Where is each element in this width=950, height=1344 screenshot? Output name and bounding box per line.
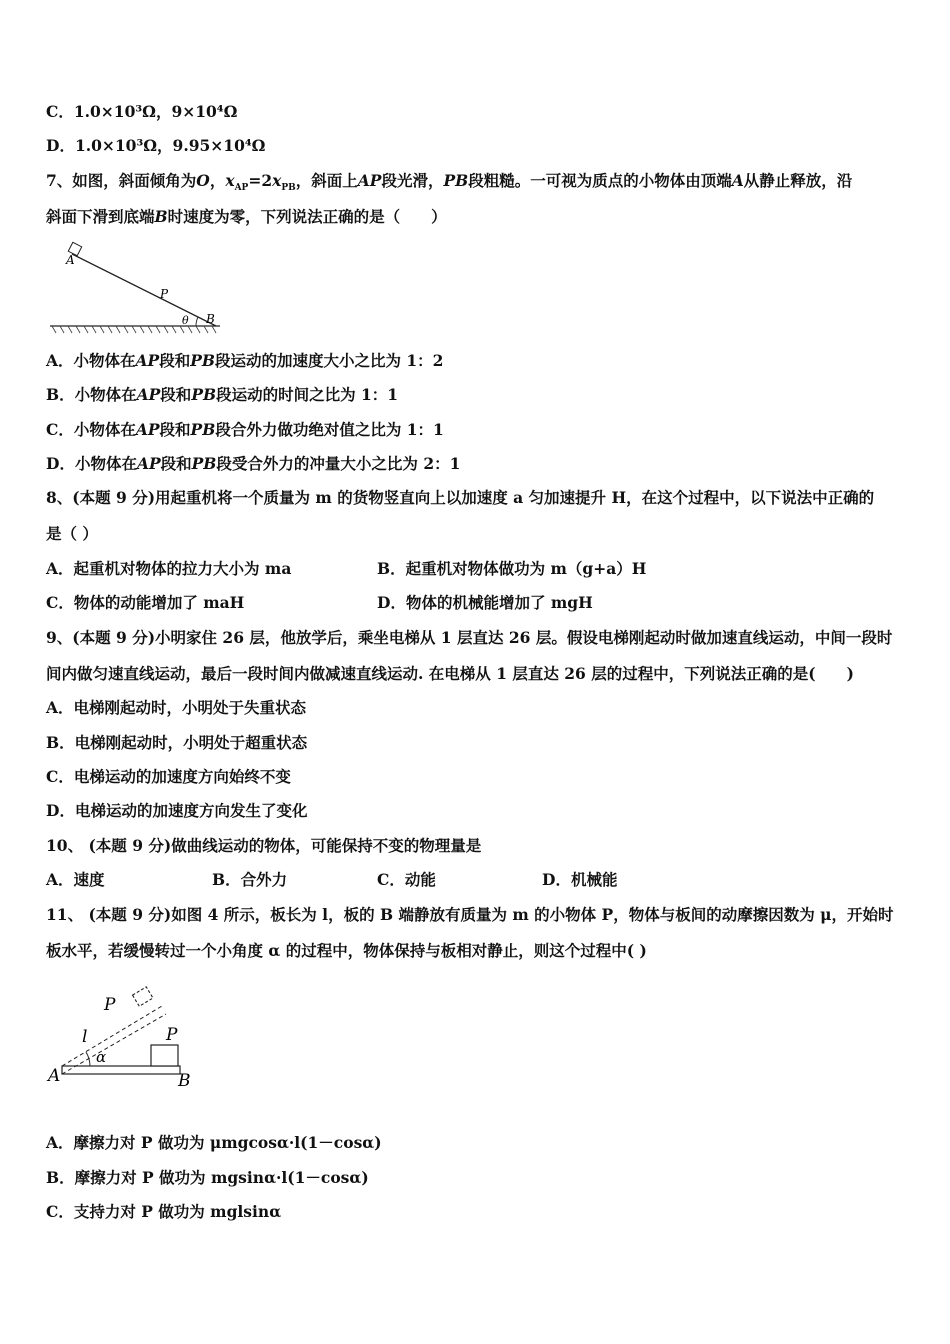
q7-stem-line2: 斜面下滑到底端B时速度为零，下列说法正确的是（ ） [46,207,447,226]
q6-option-c: C．1.0×10³Ω，9×10⁴Ω [46,102,238,121]
label-a: A [66,253,75,267]
q8-option-d: D．物体的机械能增加了 mgH [377,593,593,612]
q7-option-a: A．小物体在AP段和PB段运动的加速度大小之比为 1：2 [46,351,444,370]
q8-stem-line2: 是（ ） [46,524,98,543]
board-rotated-bottom [62,1014,166,1074]
label-a: A [48,1066,61,1086]
q9-option-b: B．电梯刚起动时，小明处于超重状态 [46,733,308,752]
q8-option-b: B．起重机对物体做功为 m（g+a）H [377,559,647,578]
block-p-rotated [133,987,153,1006]
label-b: B [206,312,215,326]
q10-stem: 10、 (本题 9 分)做曲线运动的物体，可能保持不变的物理量是 [46,836,482,855]
q11-stem-line2: 板水平，若缓慢转过一个小角度 α 的过程中，物体保持与板相对静止，则这个过程中( ) [46,941,647,960]
q9-stem-line2: 间内做匀速直线运动，最后一段时间内做减速直线运动. 在电梯从 1 层直达 26 层的过程中，下列说法正确的是( ) [46,664,854,683]
q7-option-c: C．小物体在AP段和PB段合外力做功绝对值之比为 1：1 [46,420,444,439]
label-theta: θ [182,314,189,327]
q9-option-d: D．电梯运动的加速度方向发生了变化 [46,801,308,820]
label-p: P [160,287,169,301]
q10-option-a: A．速度 [46,870,105,889]
label-p-right: P [166,1025,178,1045]
q8-option-a: A．起重机对物体的拉力大小为 ma [46,559,292,578]
angle-arc [196,317,198,326]
q7-incline-figure [46,240,226,335]
q11-option-b: B．摩擦力对 P 做功为 mgsinα·l(1－cosα) [46,1168,369,1187]
q6-option-d: D．1.0×10³Ω，9.95×10⁴Ω [46,136,266,155]
label-p-top: P [104,995,116,1015]
q7-stem-line1: 7、如图，斜面倾角为O，$x_{AP}=2x_{PB}$，斜面上AP段光滑，PB段粗糙。一可视为质点的小物体由顶端A从静止释放，沿 [46,171,853,194]
q10-option-d: D．机械能 [542,870,618,889]
board-horizontal [62,1066,180,1074]
label-l: l [82,1027,88,1047]
q8-stem-line1: 8、(本题 9 分)用起重机将一个质量为 m 的货物竖直向上以加速度 a 匀加速提升 H，在这个过程中，以下说法中正确的 [46,488,875,507]
label-b: B [178,1071,191,1091]
label-alpha: α [96,1048,107,1066]
q11-option-a: A．摩擦力对 P 做功为 μmgcosα·l(1－cosα) [46,1133,382,1152]
q7-option-d: D．小物体在AP段和PB段受合外力的冲量大小之比为 2：1 [46,454,461,473]
q9-stem-line1: 9、(本题 9 分)小明家住 26 层，他放学后，乘坐电梯从 1 层直达 26 层。假设电梯刚起动时做加速直线运动，中间一段时 [46,628,893,647]
q9-option-a: A．电梯刚起动时，小明处于失重状态 [46,698,307,717]
q7-option-b: B．小物体在AP段和PB段运动的时间之比为 1：1 [46,385,399,404]
q9-option-c: C．电梯运动的加速度方向始终不变 [46,767,291,786]
incline-line [72,254,216,326]
q8-option-c: C．物体的动能增加了 maH [46,593,245,612]
block-p [151,1045,178,1066]
q11-stem-line1: 11、 (本题 9 分)如图 4 所示，板长为 l，板的 B 端静放有质量为 m 的小物体 P，物体与板间的动摩擦因数为 μ，开始时 [46,905,894,924]
ground-hatching [52,326,216,333]
q10-option-b: B．合外力 [212,870,288,889]
q11-board-figure [46,982,206,1092]
board-rotated-top [62,1006,162,1066]
q10-option-c: C．动能 [377,870,436,889]
q11-option-c: C．支持力对 P 做功为 mglsinα [46,1202,282,1221]
